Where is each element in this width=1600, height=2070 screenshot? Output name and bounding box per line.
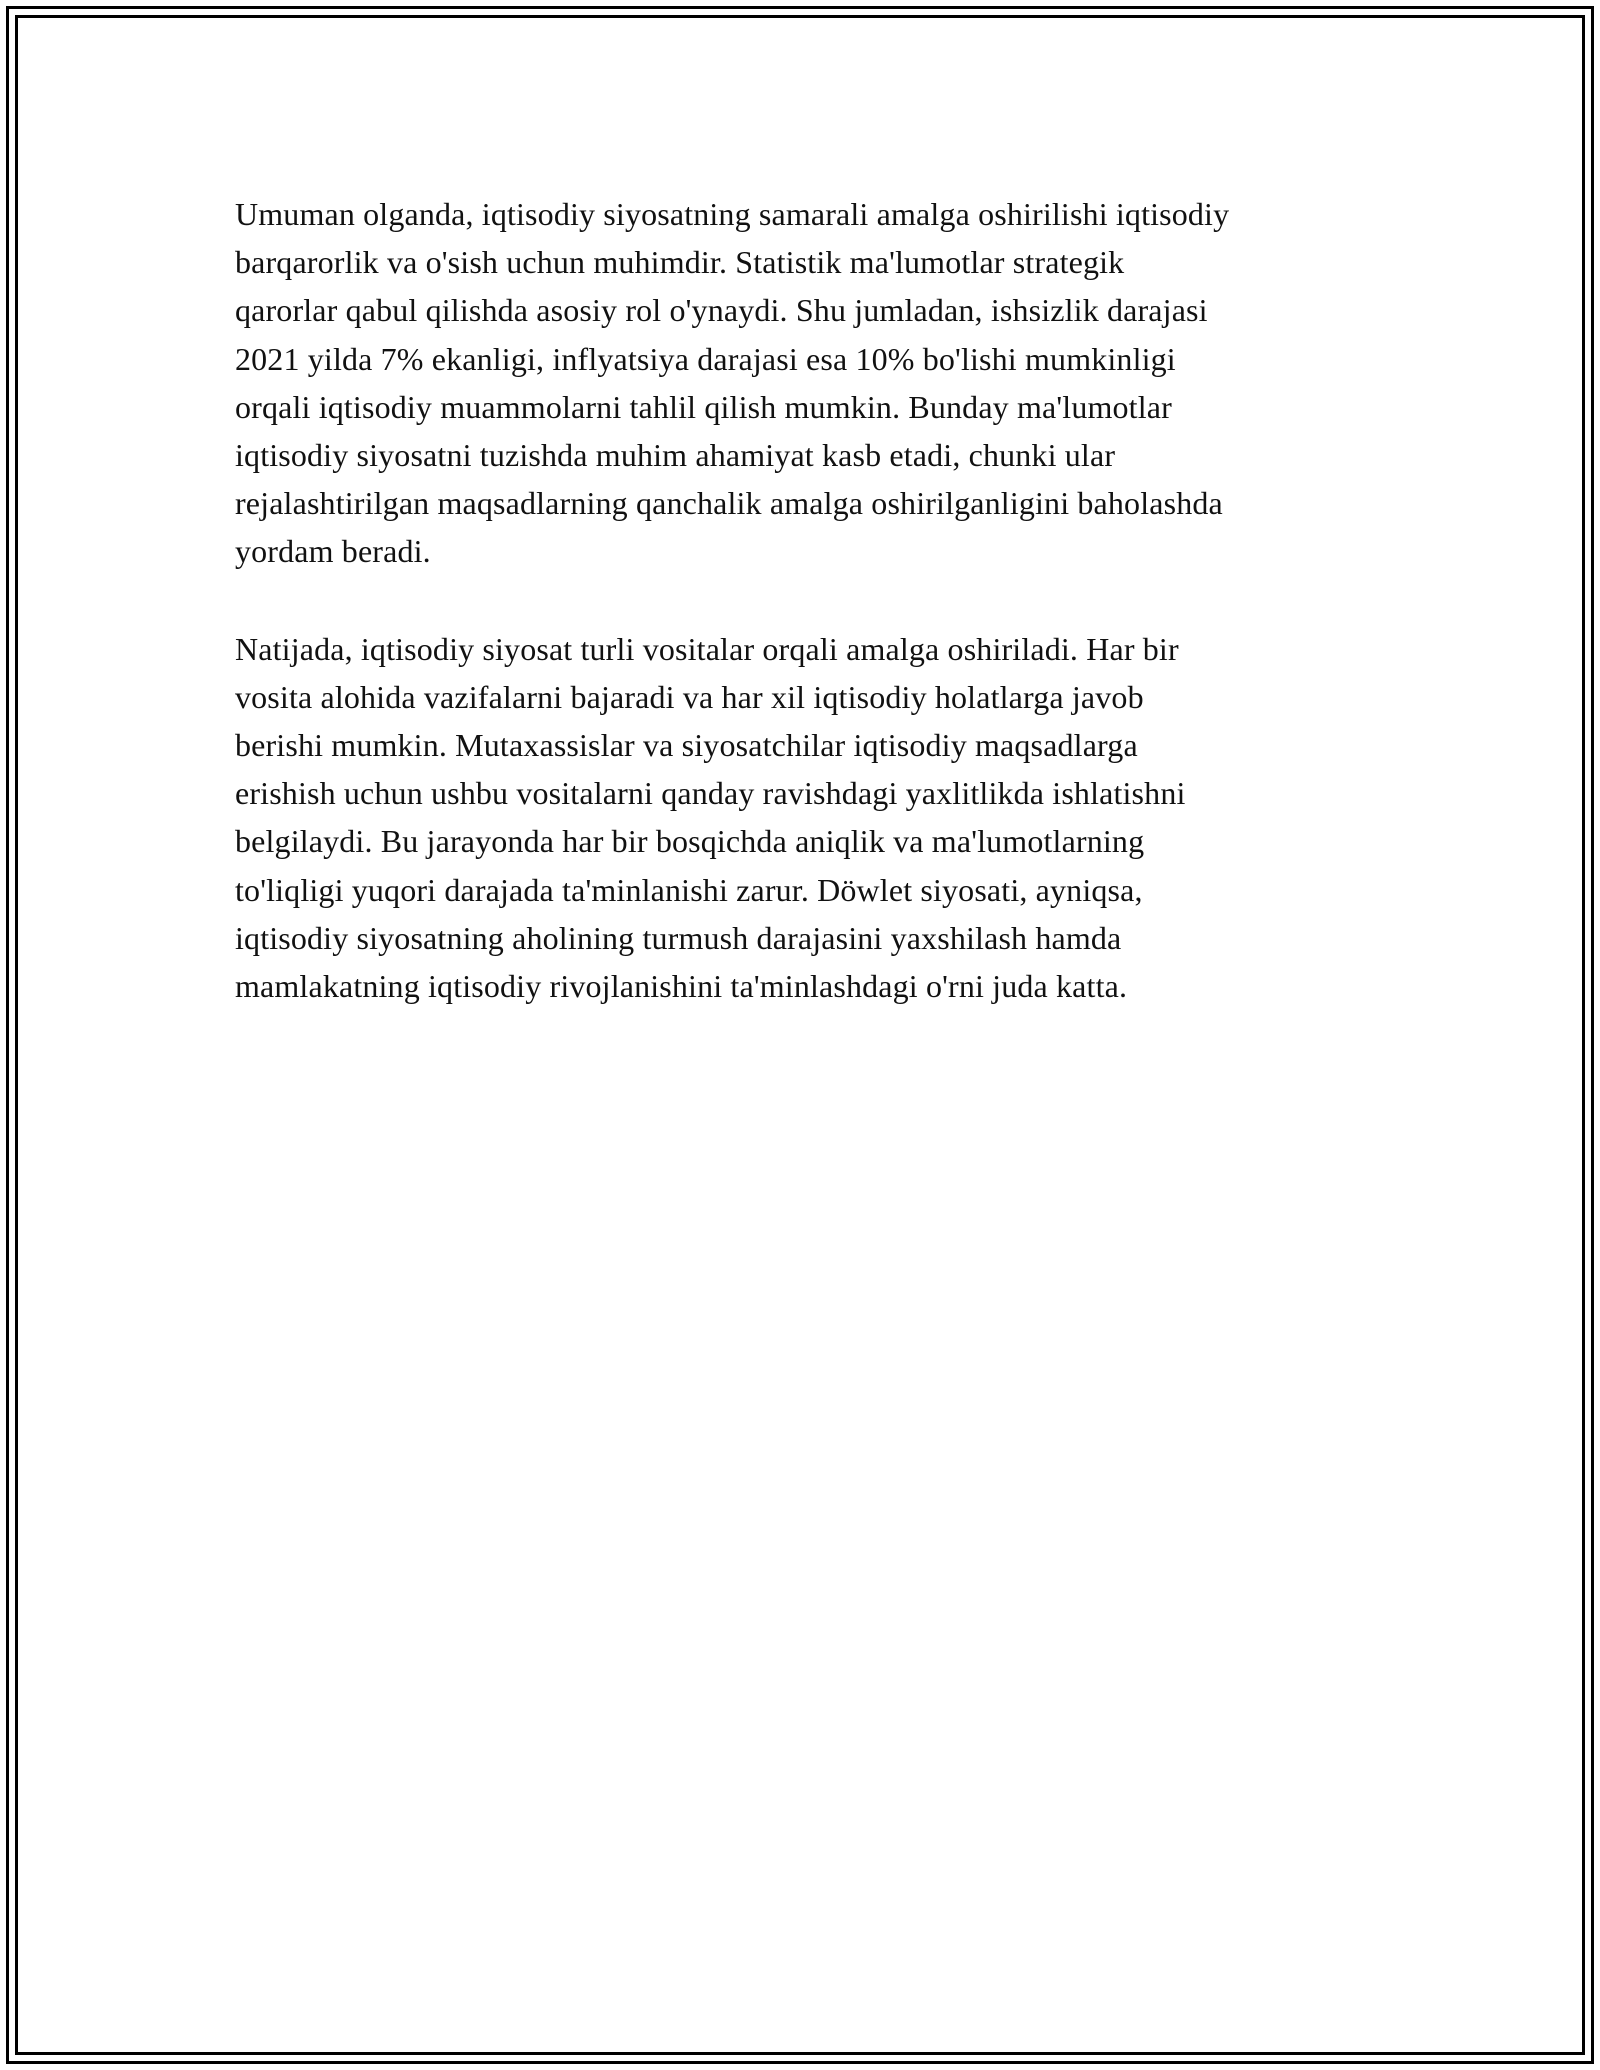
- paragraph-1: Umuman olganda, iqtisodiy siyosatning samarali amalga oshirilishi iqtisodiy barqarorlik va o'sish uchun muhimdir. Statistik ma'lumotlar strategik qarorlar qabul qilishda asosiy rol o'ynaydi. Shu jumladan, ishsizlik darajasi 2021 yilda 7% ekanligi, inflyatsiya darajasi esa 10% bo'lishi mumkinligi orqali iqtisodiy muammolarni tahlil qilish mumkin. Bunday ma'lumotlar iqtisodiy siyosatni tuzishda muhim ahamiyat kasb etadi, chunki ular rejalashtirilgan maqsadlarning qanchalik amalga oshirilganligini baholashda yordam beradi.: [235, 196, 1230, 570]
- document-body: [235, 190, 1385, 1059]
- paragraph-2: Natijada, iqtisodiy siyosat turli vositalar orqali amalga oshiriladi. Har bir vosita alohida vazifalarni bajaradi va har xil iqtisodiy holatlarga javob berishi mumkin. Mutaxassislar va siyosatchilar iqtisodiy maqsadlarga erishish uchun ushbu vositalarni qanday ravishdagi yaxlitlikda ishlatishni belgilaydi. Bu jarayonda har bir bosqichda aniqlik va ma'lumotlarning to'liqligi yuqori darajada ta'minlanishi zarur. Döwlet siyosati, ayniqsa, iqtisodiy siyosatning aholining turmush darajasini yaxshilash hamda mamlakatning iqtisodiy rivojlanishini ta'minlashdagi o'rni juda katta.: [235, 630, 1186, 1005]
